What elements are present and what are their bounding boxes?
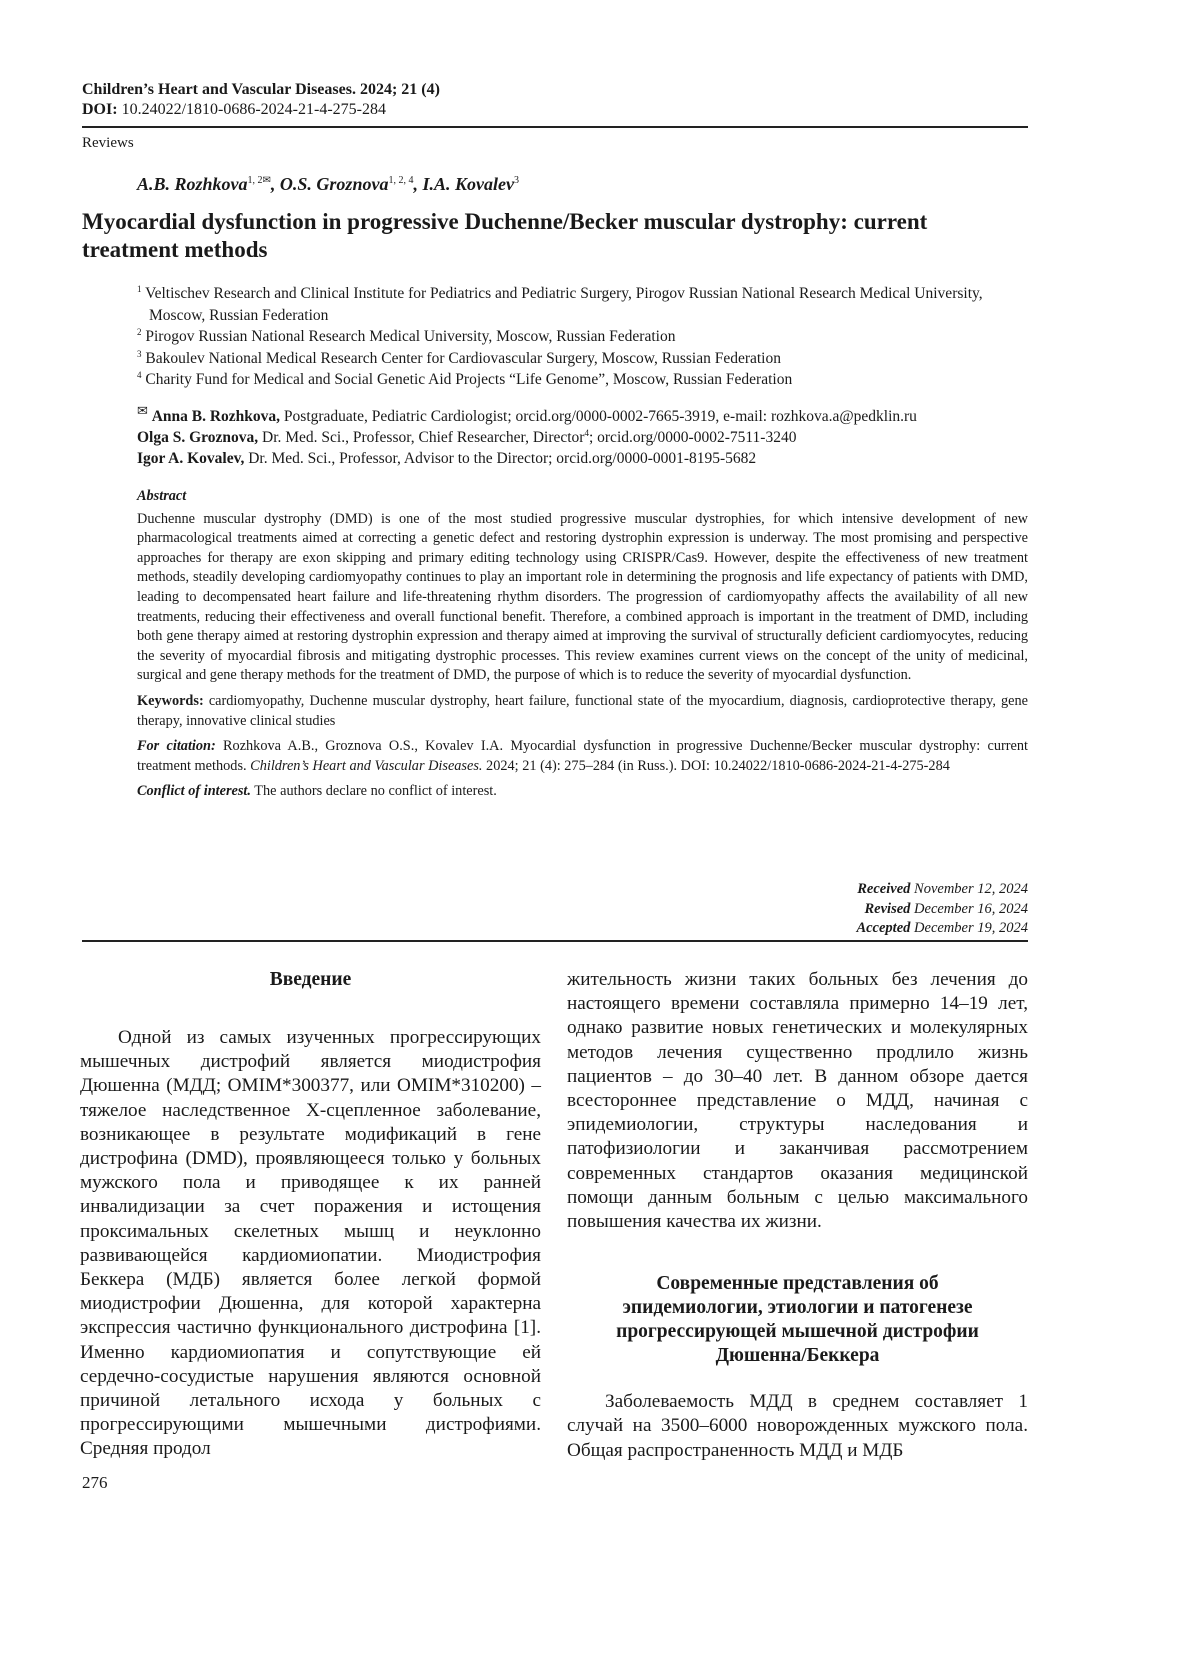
abstract-heading: Abstract xyxy=(137,487,1028,507)
author-contacts xyxy=(137,406,1037,469)
doi-label: DOI: xyxy=(82,101,118,118)
citation: For citation: Rozhkova A.B., Groznova O.S., Kovalev I.A. Myocardial dysfunction in progressive Duchenne/Becker muscular dystrophy: current treatment methods. Children’s Heart and Vascular Diseases. 2024; 21 (4): 275–284 (in Russ.). DOI: 10.24022/1810-0686-2024-21-4-275-284 xyxy=(137,737,1028,776)
intro-heading: Введение xyxy=(80,968,541,992)
keywords: Keywords: cardiomyopathy, Duchenne muscular dystrophy, heart failure, functional state of the myocardium, diagnosis, cardioprotective therapy, gene therapy, innovative clinical studies xyxy=(137,692,1028,731)
body-paragraph: Заболеваемость МДД в среднем составляет 1 случай на 3500–6000 новорожденных мужского пола. Общая распространенность МДД и МДБ xyxy=(567,1390,1028,1463)
mail-icon: ✉ xyxy=(137,403,148,418)
author-affil: 1, 2, 4 xyxy=(388,175,413,186)
body-paragraph: жительность жизни таких больных без лечения до настоящего времени составляла примерно 14–19 лет, однако развитие новых генетических и молекулярных методов лечения существенно продлило жизнь пациентов – до 30–40 лет. В данном обзоре дается всестороннее представление о МДД, начиная с эпидемиологии, структуры наследования и патофизиологии и заканчивая рассмотрением современных стандартов оказания медицинской помощи данным больным с целью максимального повышения качества их жизни. xyxy=(567,968,1028,1234)
author-name: O.S. Groznova xyxy=(280,174,389,194)
abstract-rule xyxy=(82,940,1028,942)
author-name: I.A. Kovalev xyxy=(422,174,514,194)
right-column xyxy=(567,968,1028,1463)
affiliation: 3 Bakoulev National Medical Research Center for Cardiovascular Surgery, Moscow, Russian Federation xyxy=(137,348,1027,370)
abstract-text: Duchenne muscular dystrophy (DMD) is one of the most studied progressive muscular dystrophies, for which intensive development of new pharmacological treatments aimed at correcting a genetic defect and restoring dystrophin expression is underway. The most promising and perspective approaches for therapy are exon skipping and primary editing technology using CRISPR/Cas9. However, despite the effectiveness of new treatment methods, steadily developing cardiomyopathy continues to play an important role in determining the prognosis and life expectancy of patients with DMD, leading to decompensated heart failure and life-threatening rhythm disorders. The progression of cardiomyopathy affects the availability of all new treatments, reducing their effectiveness and overall functional benefit. Therefore, a combined approach is important in the treatment of DMD, including both gene therapy aimed at restoring dystrophin expression and therapy aimed at improving the survival of structurally deficient cardiomyocytes, reducing the severity of myocardial fibrosis and mitigating dystrophic processes. This review examines current views on the concept of the unity of medicinal, surgical and gene therapy methods for the treatment of DMD, the purpose of which is to reduce the severity of myocardial dysfunction. xyxy=(137,510,1028,686)
contact: Olga S. Groznova, Dr. Med. Sci., Professor, Chief Researcher, Director4; orcid.org/0000-0002-7511-3240 xyxy=(137,427,1037,448)
abstract-block xyxy=(137,487,1028,808)
left-column xyxy=(80,968,541,1462)
contact: ✉ Anna B. Rozhkova, Postgraduate, Pediatric Cardiologist; orcid.org/0000-0002-7665-3919, e-mail: rozhkova.a@pedklin.ru xyxy=(137,406,1037,427)
article-title: Myocardial dysfunction in progressive Duchenne/Becker muscular dystrophy: current treatment methods xyxy=(82,208,1028,264)
page-number: 276 xyxy=(82,1473,108,1493)
section-label: Reviews xyxy=(82,135,134,152)
author-name: A.B. Rozhkova xyxy=(137,174,248,194)
affiliations xyxy=(137,283,1027,391)
conflict-of-interest: Conflict of interest. The authors declare no conflict of interest. xyxy=(137,782,1028,802)
section-heading: Современные представления об эпидемиологии, этиологии и патогенезе прогрессирующей мышечной дистрофии Дюшенна/Беккера xyxy=(597,1272,998,1368)
author-affil: 3 xyxy=(514,175,519,186)
doi: 10.24022/1810-0686-2024-21-4-275-284 xyxy=(122,101,386,118)
journal-header xyxy=(82,80,440,120)
affiliation: 4 Charity Fund for Medical and Social Genetic Aid Projects “Life Genome”, Moscow, Russian Federation xyxy=(137,369,1027,391)
journal-name: Children’s Heart and Vascular Diseases. 2024; 21 (4) xyxy=(82,81,440,98)
affiliation: 2 Pirogov Russian National Research Medical University, Moscow, Russian Federation xyxy=(137,326,1027,348)
author-affil: 1, 2 xyxy=(248,175,263,186)
authors: A.B. Rozhkova1, 2✉, O.S. Groznova1, 2, 4, I.A. Kovalev3 xyxy=(137,174,519,195)
article-dates: Received November 12, 2024 Revised December 16, 2024 Accepted December 19, 2024 xyxy=(856,880,1028,939)
contact: Igor A. Kovalev, Dr. Med. Sci., Professor, Advisor to the Director; orcid.org/0000-0001-8195-5682 xyxy=(137,448,1037,469)
header-rule xyxy=(82,126,1028,128)
body-paragraph: Одной из самых изученных прогрессирующих мышечных дистрофий является миодистрофия Дюшенна (МДД; OMIM*300377, или OMIM*310200) – тяжелое наследственное Х-сцепленное заболевание, возникающее в результате модификаций в гене дистрофина (DMD), проявляющееся только у больных мужского пола и приводящее к их ранней инвалидизации за счет поражения и истощения проксимальных скелетных мышц и неуклонно развивающейся кардиомиопатии. Миодистрофия Беккера (МДБ) является более легкой формой миодистрофии Дюшенна, для которой характерна экспрессия частично функционального дистрофина [1]. Именно кардиомиопатия и сопутствующие ей сердечно-сосудистые нарушения являются основной причиной летального исхода у больных с прогрессирующими мышечными дистрофиями. Средняя продол xyxy=(80,1026,541,1462)
mail-icon: ✉ xyxy=(263,175,271,186)
affiliation: 1 Veltischev Research and Clinical Institute for Pediatrics and Pediatric Surgery, Pirogov Russian National Research Medical University, Moscow, Russian Federation xyxy=(137,283,1027,326)
